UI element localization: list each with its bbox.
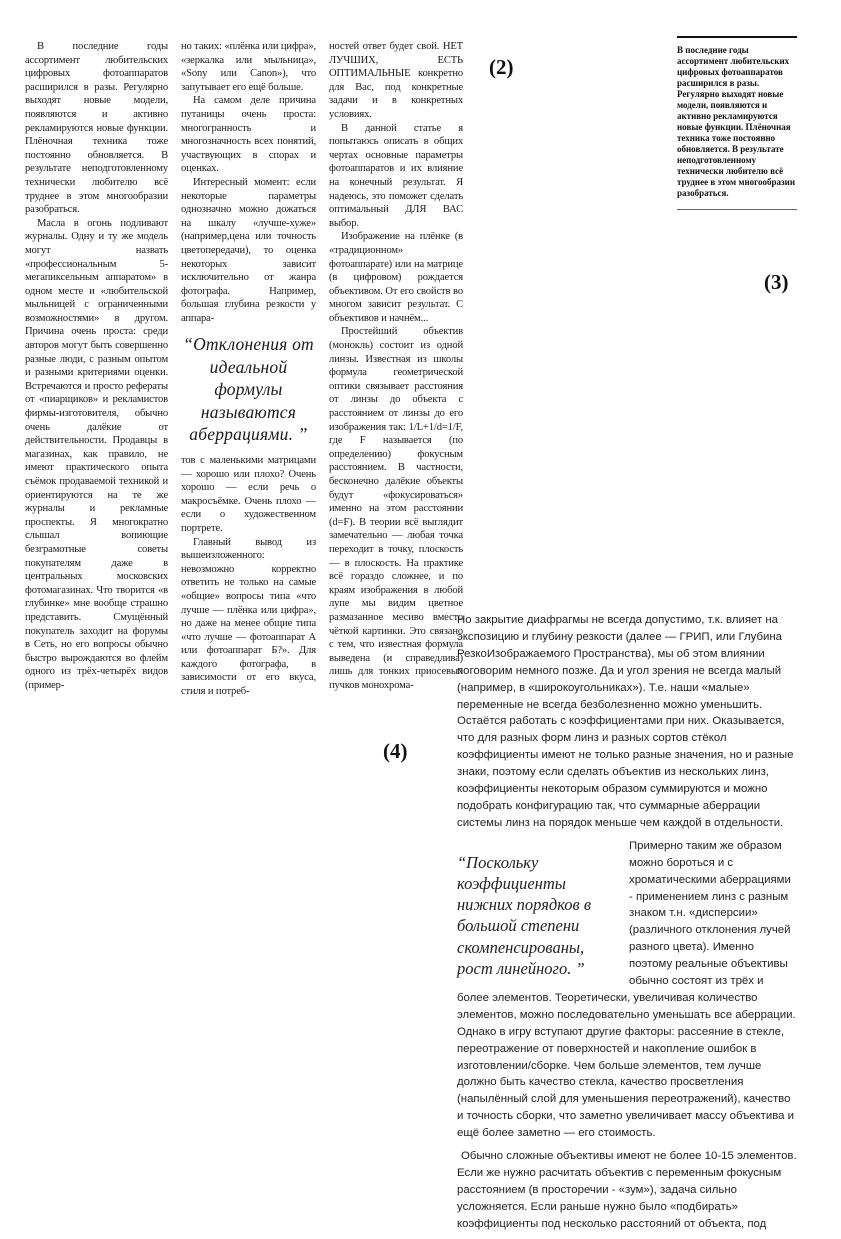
- article-column-1: [25, 40, 168, 693]
- paragraph: Примерно таким же образом можно бороться и с хроматическими аберрациями - применением линз с разным знаком т.н. «дисперсии» (различного отклонения лучей разного цвета). Именно поэтому реальные объективы обычно состоят из трёх и более элементов. Теоретически, увеличивая количество элементов, можно последовательно уменьшать все аберрации. Однако в игру вступают другие факторы: рассеяние в стекле, переотражение от поверхностей и накопление ошибок в изготовлении/сборке. Чем больше элементов, тем лучше должно быть качество стекла, качество просветления (напылённый слой для уменьшения переотражений), качество и точность сборки, что заметно увеличивает массу объектива и ещё более заметно — его стоимость.: [457, 839, 796, 1140]
- pull-quote: “Поскольку коэффициенты нижних порядков в большой степени скомпенсированы, рост линейного. ”: [457, 852, 592, 978]
- paragraph: ностей ответ будет свой. НЕТ ЛУЧШИХ, ЕСТЬ ОПТИМАЛЬНЫЕ конкретно для Вас, под конкретные задачи и в конкретных условиях.: [329, 41, 463, 120]
- pull-quote: “Отклонения от идеальной формулы называются аберрациями. ”: [183, 334, 314, 445]
- article-column-3: [329, 40, 463, 693]
- paragraph: Главный вывод из вышеизложенного: невозможно корректно ответить не только на самые «общие» вопросы типа «что лучше — плёнка или цифра», но даже на менее общие типа «что лучше — фотоаппарат А или фотоаппарат Б?». Для каждого фотографа, в зависимости от его вкуса, стиля и потреб-: [181, 536, 316, 698]
- paragraph: тов с маленькими матрицами — хорошо или плохо? Очень хорошо — если речь о макросъёмке. Очень плохо — если о художественном портрете.: [181, 454, 316, 534]
- paragraph: Изображение на плёнке (в «традиционном» фотоаппарате) или на матрице (в цифровом) рождается объективом. От его свойств во многом зависит результат. С объективов и начнём...: [329, 231, 463, 324]
- section-label-4: (4): [383, 739, 408, 763]
- section-label-3: (3): [764, 270, 789, 294]
- paragraph: Простейший объектив (монокль) состоит из одной линзы. Известная из школы формула геометрической оптики связывает расстояния от линзы до объекта с расстоянием от линзы до его изображения так: 1/L+1/d=1/F, где F называется (по определению) фокусным расстоянием. В частности, бесконечно далёкие объекты будут «фокусироваться» именно на этом расстоянии (d=F). В теории всё выглядит замечательно — любая точка переходит в точку, плоскость — в плоскость. На практике всё гораздо сложнее, и по краям изображения в любой лупе мы видим цветное размазанное месиво вместо чёткой картинки. Это связано с тем, что известная формула выведена (и справедлива) лишь для тонких приосевых пучков монохрома-: [329, 326, 463, 691]
- paragraph: Но закрытие диафрагмы не всегда допустимо, т.к. влияет на экспозицию и глубину резкости (далее — ГРИП, или Глубина РезкоИзображаемого Пространства), мы об этом влиянии поговорим немного позже. Да и угол зрения не всегда малый (например, в «широкоугольниках»). Т.е. наши «малые» переменные не всегда безболезненно можно уменьшить. Остаётся работать с коэффициентами при них. Оказывается, что для разных форм линз и разных сортов стёкол коэффициенты имеют не только разные значения, но и разные знаки, поэтому если сделать объектив из нескольких линз, коэффициенты некоторым образом суммируются и можно подобрать конфигурацию так, что суммарные аберрации системы линз на порядок меньше чем каждой в отдельности.: [457, 614, 794, 829]
- paragraph: В последние годы ассортимент любительских цифровых фотоаппаратов расширился в разы. Регулярно выходят новые модели, появляются и активно рекламируются новые функции. Плёночная техника тоже постоянно обновляется. В результате неподготовленному технически любителю всё труднее в этом многообразии разобраться.: [25, 41, 168, 216]
- paragraph: Масла в огонь подливают журналы. Одну и ту же модель могут назвать «профессиональным 5-мегапиксельным аппаратом» в одном месте и «любительской мыльницей с ограниченными возможностями» в другом. Причина очень проста: среди авторов могут быть совершенно разные люди, с разным опытом и разными критериями оценки. Встречаются и просто рефераты от «пиарщиков» и рекламистов фирмы-изготовителя, обычно очень далёкие от действительности. Продавцы в магазинах, как правило, не имеют практического опыта съёмок продаваемой техникой и ориентируются на те же журналы и рекламные проспекты. Я многократно слышал вопиющие безграмотные советы покупателям даже в центральных московских фотомагазинах. Что творится «в глубинке» мне вообще страшно представить. Смущённый покупатель заходит на форумы в Сеть, но его вопросы обычно быстро вырождаются во флейм одного из трёх-четырёх видов (пример-: [25, 217, 168, 691]
- paragraph: На самом деле причина путаницы очень проста: многогранность и многозначность всех понятий, участвующих в спорах и оценках.: [181, 95, 316, 175]
- paragraph: но таких: «плёнка или цифра», «зеркалка или мыльница», «Sony или Canon»), что запутывает его ещё больше.: [181, 41, 316, 93]
- sidebar-box: [677, 36, 797, 210]
- section-label-2: (2): [489, 55, 514, 79]
- article-column-2: [181, 40, 316, 699]
- sidebar-text: В последние годы ассортимент любительских цифровых фотоаппаратов расширился в разы. Регулярно выходят новые модели, появляются и активно рекламируются новые функции. Плёночная техника тоже постоянно обновляется. В результате неподготовленному технически любителю всё труднее в этом многообразии разобраться.: [677, 45, 796, 198]
- paragraph: В данной статье я попытаюсь описать в общих чертах основные параметры фотоаппаратов и их влияние на конечный результат. Я надеюсь, это поможет сделать оптимальный ДЛЯ ВАС выбор.: [329, 122, 463, 229]
- section-4-text: [457, 612, 797, 1239]
- paragraph: Интересный момент: если некоторые параметры однозначно можно дожаться на шкалу «лучше-хуже» (например,цена или точность цветопередачи), то оценка некоторых зависит исключительно от жанра фотографа. Например, большая глубина резкости у аппара-: [181, 176, 316, 324]
- paragraph: Обычно сложные объективы имеют не более 10-15 элементов. Если же нужно расчитать объектив с переменным фокусным расстоянием (в просторечии - «зум»), задача сильно усложняется. Если раньше нужно было «подбирать» коэффициенты под несколько расстояний от объекта, под: [457, 1150, 797, 1230]
